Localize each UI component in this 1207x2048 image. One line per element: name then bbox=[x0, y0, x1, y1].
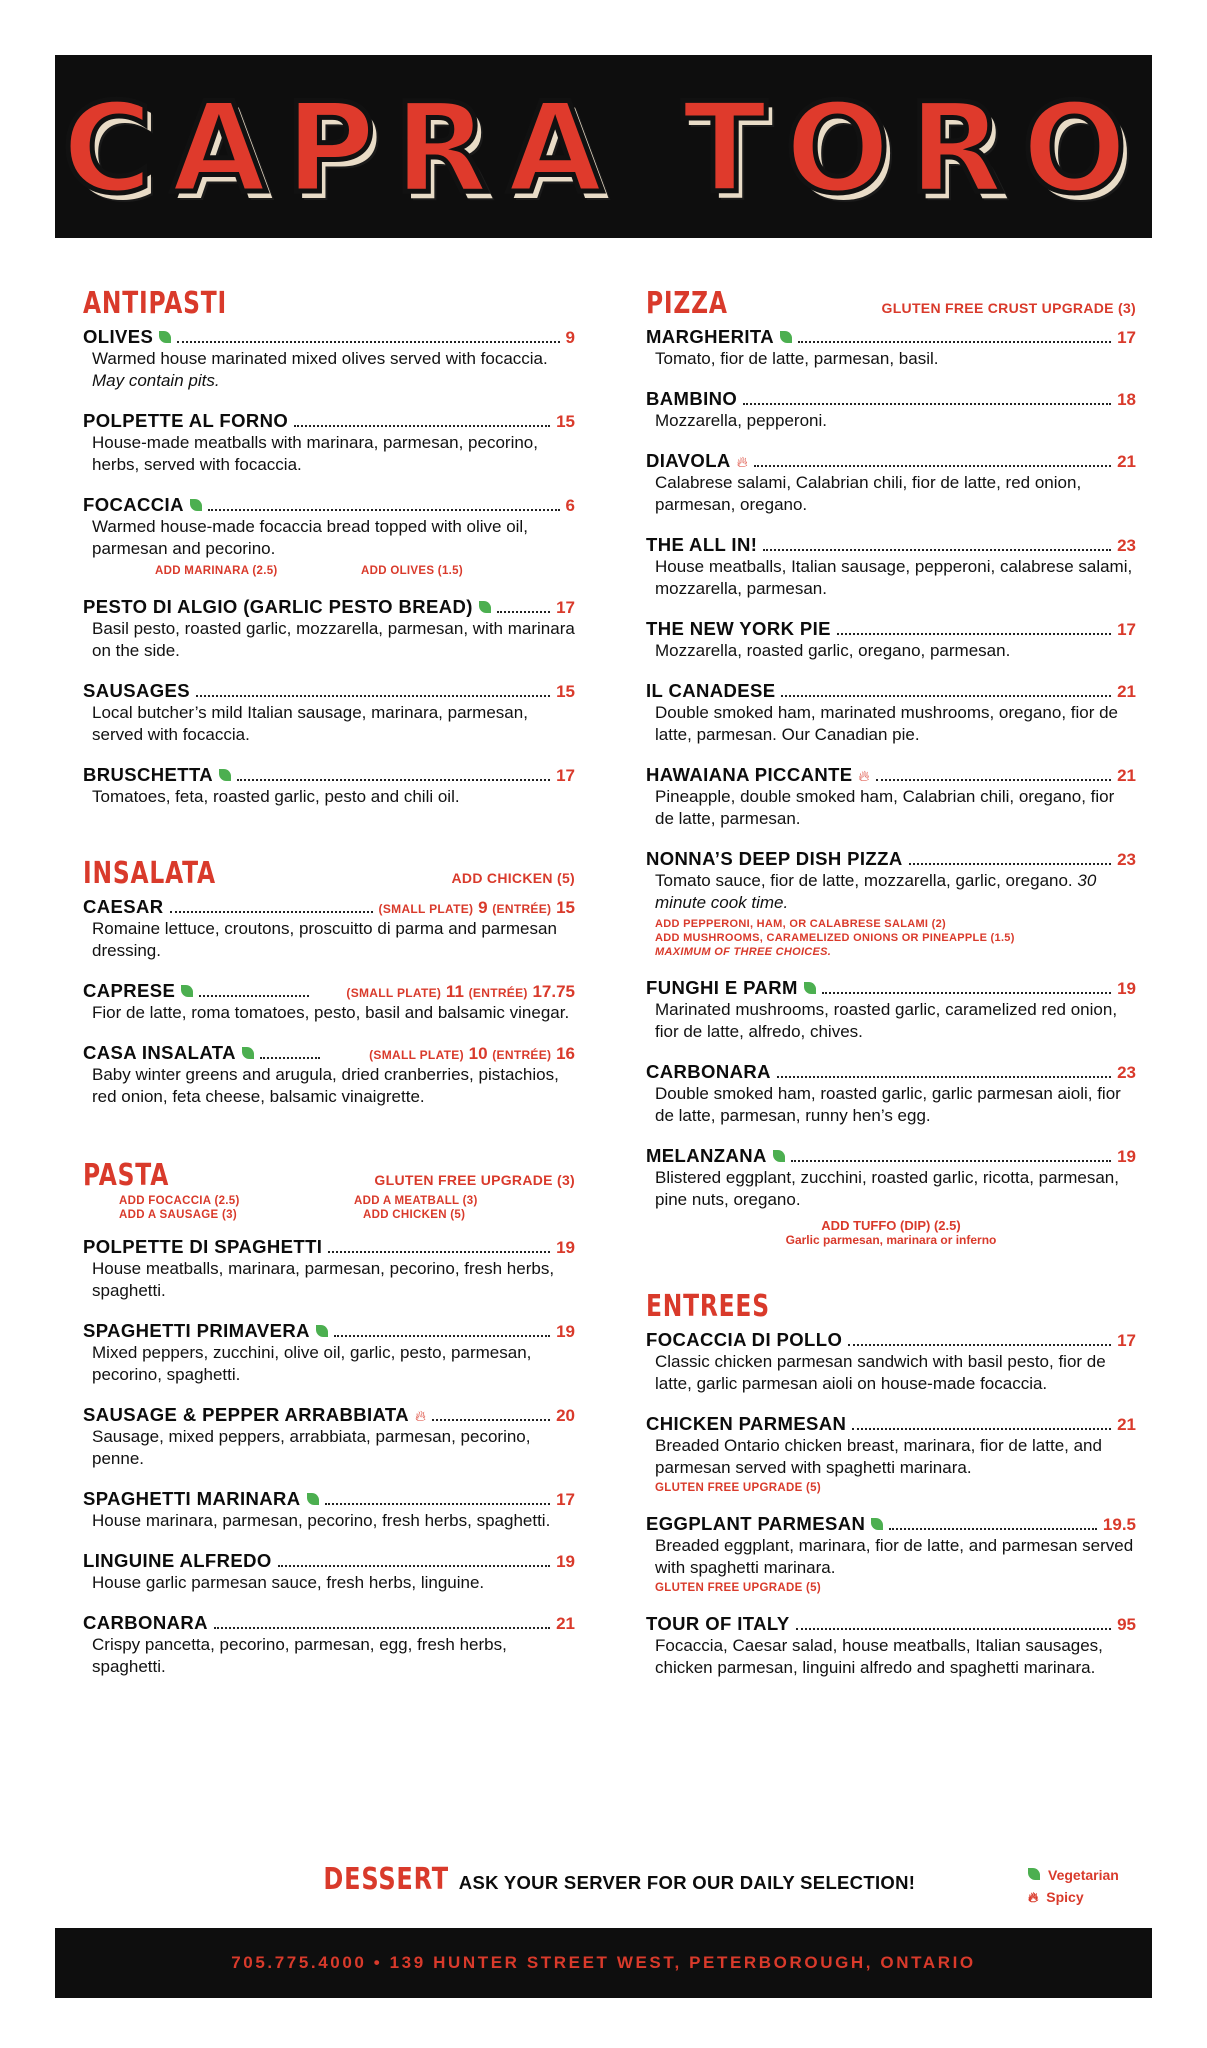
item-price: 6 bbox=[565, 496, 575, 515]
menu-item bbox=[646, 534, 1136, 600]
item-description: Double smoked ham, marinated mushrooms, oregano, fior de latte, parmesan. Our Canadian pie. bbox=[655, 703, 1119, 744]
leaf-icon bbox=[316, 1325, 328, 1337]
menu-item bbox=[646, 1061, 1136, 1127]
item-description: Sausage, mixed peppers, arrabbiata, parmesan, pecorino, penne. bbox=[92, 1427, 531, 1468]
menu-item bbox=[83, 1550, 575, 1594]
menu-item bbox=[83, 1488, 575, 1532]
leaf-icon bbox=[479, 601, 491, 613]
addon-label: ADD PEPPERONI, HAM, OR CALABRESE SALAMI (2) bbox=[655, 918, 946, 930]
footer-contact: 705.775.4000 • 139 HUNTER STREET WEST, PETERBOROUGH, ONTARIO bbox=[231, 1953, 976, 1972]
item-name: THE NEW YORK PIE bbox=[646, 618, 831, 639]
addon-label: ADD A SAUSAGE (3) bbox=[119, 1209, 237, 1221]
section-pasta bbox=[83, 1160, 575, 1678]
menu-item bbox=[83, 596, 575, 662]
item-description: Crispy pancetta, pecorino, parmesan, egg, fresh herbs, spaghetti. bbox=[92, 1635, 507, 1676]
item-description: Pineapple, double smoked ham, Calabrian chili, oregano, fior de latte, parmesan. bbox=[655, 787, 1115, 828]
leaf-icon bbox=[181, 985, 193, 997]
item-price: 19 bbox=[556, 1322, 575, 1341]
item-name: FOCACCIA DI POLLO bbox=[646, 1329, 843, 1350]
menu-item bbox=[646, 1413, 1136, 1495]
leaf-icon bbox=[219, 769, 231, 781]
item-name: SPAGHETTI MARINARA bbox=[83, 1488, 301, 1509]
item-description: Tomato, fior de latte, parmesan, basil. bbox=[655, 349, 939, 368]
item-name: SAUSAGE & PEPPER ARRABBIATA bbox=[83, 1404, 410, 1425]
item-name: SAUSAGES bbox=[83, 680, 191, 701]
item-addons: GLUTEN FREE UPGRADE (5) bbox=[655, 1482, 821, 1494]
item-price: 17 bbox=[1117, 328, 1136, 347]
dessert-title: DESSERT bbox=[323, 1862, 449, 1897]
leaf-icon bbox=[242, 1047, 254, 1059]
item-description: Focaccia, Caesar salad, house meatballs, Italian sausages, chicken parmesan, linguini alfredo and spaghetti marinara. bbox=[655, 1636, 1103, 1677]
item-name: PESTO DI ALGIO (GARLIC PESTO BREAD) bbox=[83, 596, 473, 617]
menu-item bbox=[646, 848, 1136, 959]
section-header bbox=[83, 288, 575, 320]
menu-item bbox=[646, 1329, 1136, 1395]
menu-item bbox=[646, 1513, 1136, 1595]
addon-label: ADD MARINARA (2.5) bbox=[155, 565, 278, 577]
menu-item bbox=[83, 1236, 575, 1302]
legend-vegetarian: Vegetarian bbox=[1028, 1864, 1119, 1886]
leaf-icon bbox=[307, 1493, 319, 1505]
section-title: INSALATA bbox=[83, 856, 216, 891]
menu-item bbox=[646, 1145, 1136, 1211]
menu-item bbox=[646, 680, 1136, 746]
section-header bbox=[646, 288, 1136, 320]
item-price: 19 bbox=[556, 1552, 575, 1571]
menu-item bbox=[83, 326, 575, 392]
menu-item bbox=[83, 410, 575, 476]
tuffo-title: ADD TUFFO (DIP) (2.5) bbox=[821, 1218, 961, 1233]
item-price: 21 bbox=[1117, 766, 1136, 785]
header-banner bbox=[55, 55, 1152, 238]
item-name: LINGUINE ALFREDO bbox=[83, 1550, 272, 1571]
leaf-icon bbox=[159, 331, 171, 343]
section-title: ENTREES bbox=[646, 1289, 770, 1324]
item-name: CHICKEN PARMESAN bbox=[646, 1413, 847, 1434]
item-description: Double smoked ham, roasted garlic, garlic parmesan aioli, fior de latte, parmesan, runny hen’s egg. bbox=[655, 1084, 1121, 1125]
right-column bbox=[646, 288, 1136, 1679]
menu-item bbox=[83, 1320, 575, 1386]
item-price: 95 bbox=[1117, 1615, 1136, 1634]
section-note: ADD CHICKEN (5) bbox=[451, 870, 575, 886]
item-price: 19 bbox=[1117, 979, 1136, 998]
item-name: MARGHERITA bbox=[646, 326, 775, 347]
dessert-text: ASK YOUR SERVER FOR OUR DAILY SELECTION! bbox=[458, 1872, 916, 1893]
item-price: 17 bbox=[1117, 1331, 1136, 1350]
item-description: Local butcher’s mild Italian sausage, marinara, parmesan, served with focaccia. bbox=[92, 703, 528, 744]
section-header bbox=[83, 1160, 575, 1192]
section-header bbox=[646, 1291, 1136, 1323]
menu-item bbox=[646, 326, 1136, 370]
item-name: HAWAIANA PICCANTE bbox=[646, 764, 853, 785]
item-description: Basil pesto, roasted garlic, mozzarella, parmesan, with marinara on the side. bbox=[92, 619, 575, 660]
item-name: OLIVES bbox=[83, 326, 154, 347]
item-description: Tomatoes, feta, roasted garlic, pesto and chili oil. bbox=[92, 787, 460, 806]
item-description: Mixed peppers, zucchini, olive oil, garlic, pesto, parmesan, pecorino, spaghetti. bbox=[92, 1343, 532, 1384]
tuffo-addon bbox=[646, 1219, 1136, 1247]
item-price: 23 bbox=[1117, 1063, 1136, 1082]
addon-label: ADD CHICKEN (5) bbox=[363, 1209, 466, 1221]
item-price-sizes: (SMALL PLATE) 10 (ENTRÉE) 16 bbox=[369, 1044, 575, 1063]
item-price: 17 bbox=[556, 766, 575, 785]
item-description: House marinara, parmesan, pecorino, fresh herbs, spaghetti. bbox=[92, 1511, 551, 1530]
leaf-icon bbox=[1028, 1868, 1040, 1880]
menu-item bbox=[646, 388, 1136, 432]
menu-item bbox=[646, 618, 1136, 662]
item-description: Breaded Ontario chicken breast, marinara, fior de latte, and parmesan served with spaghetti marinara. bbox=[655, 1436, 1102, 1477]
flame-icon: 🔥︎ bbox=[1028, 1889, 1039, 1905]
item-description: Warmed house marinated mixed olives served with focaccia. May contain pits. bbox=[92, 349, 548, 390]
item-name: EGGPLANT PARMESAN bbox=[646, 1513, 866, 1534]
menu-item bbox=[83, 1404, 575, 1470]
icon-legend bbox=[1028, 1864, 1119, 1908]
addon-label: MAXIMUM OF THREE CHOICES. bbox=[655, 946, 832, 958]
item-addons bbox=[155, 564, 575, 578]
item-price: 15 bbox=[556, 412, 575, 431]
dessert-line bbox=[0, 1862, 1207, 1897]
leaf-icon bbox=[190, 499, 202, 511]
item-description: Tomato sauce, fior de latte, mozzarella, garlic, oregano. 30 minute cook time. bbox=[655, 871, 1097, 912]
item-name: POLPETTE AL FORNO bbox=[83, 410, 289, 431]
item-price: 18 bbox=[1117, 390, 1136, 409]
item-name: CAESAR bbox=[83, 896, 164, 917]
section-note: GLUTEN FREE CRUST UPGRADE (3) bbox=[881, 300, 1136, 316]
item-description: Blistered eggplant, zucchini, roasted garlic, ricotta, parmesan, pine nuts, oregano. bbox=[655, 1168, 1119, 1209]
footer-bar bbox=[55, 1928, 1152, 1998]
item-price: 19 bbox=[1117, 1147, 1136, 1166]
section-header bbox=[83, 858, 575, 890]
section-insalata bbox=[83, 858, 575, 1108]
leaf-icon bbox=[773, 1150, 785, 1162]
item-name: CARBONARA bbox=[83, 1612, 208, 1633]
item-price: 17 bbox=[1117, 620, 1136, 639]
leaf-icon bbox=[871, 1518, 883, 1530]
menu-item bbox=[83, 680, 575, 746]
menu-item bbox=[83, 494, 575, 578]
item-name: POLPETTE DI SPAGHETTI bbox=[83, 1236, 323, 1257]
left-column bbox=[83, 288, 575, 1678]
item-name: THE ALL IN! bbox=[646, 534, 758, 555]
item-description: Baby winter greens and arugula, dried cranberries, pistachios, red onion, feta cheese, balsamic vinaigrette. bbox=[92, 1065, 559, 1106]
legend-spicy: 🔥︎ Spicy bbox=[1028, 1886, 1119, 1908]
item-name: BAMBINO bbox=[646, 388, 738, 409]
item-addons: GLUTEN FREE UPGRADE (5) bbox=[655, 1582, 821, 1594]
tuffo-subtitle: Garlic parmesan, marinara or inferno bbox=[785, 1233, 997, 1247]
flame-icon: 🔥︎ bbox=[736, 454, 748, 471]
item-description: House-made meatballs with marinara, parmesan, pecorino, herbs, served with focaccia. bbox=[92, 433, 538, 474]
flame-icon: 🔥︎ bbox=[415, 1408, 427, 1425]
item-description: Breaded eggplant, marinara, fior de latte, and parmesan served with spaghetti marinara. bbox=[655, 1536, 1134, 1577]
item-description: Romaine lettuce, croutons, proscuitto di parma and parmesan dressing. bbox=[92, 919, 557, 960]
menu-item bbox=[83, 896, 575, 962]
item-description: Marinated mushrooms, roasted garlic, caramelized red onion, fior de latte, alfredo, chives. bbox=[655, 1000, 1118, 1041]
section-addons bbox=[119, 1194, 575, 1222]
item-price: 23 bbox=[1117, 536, 1136, 555]
item-name: FUNGHI E PARM bbox=[646, 977, 798, 998]
addon-label: ADD A MEATBALL (3) bbox=[354, 1195, 478, 1207]
restaurant-logo-title: CAPRA TORO bbox=[61, 76, 1146, 221]
item-price: 21 bbox=[1117, 1415, 1136, 1434]
item-price: 20 bbox=[556, 1406, 575, 1425]
item-description: Calabrese salami, Calabrian chili, fior de latte, red onion, parmesan, oregano. bbox=[655, 473, 1082, 514]
menu-item bbox=[646, 1613, 1136, 1679]
item-price: 9 bbox=[565, 328, 575, 347]
addon-label: ADD OLIVES (1.5) bbox=[361, 565, 463, 577]
addon-label: ADD FOCACCIA (2.5) bbox=[119, 1195, 240, 1207]
item-name: DIAVOLA bbox=[646, 450, 731, 471]
item-price: 19 bbox=[556, 1238, 575, 1257]
item-description: House meatballs, Italian sausage, pepperoni, calabrese salami, mozzarella, parmesan. bbox=[655, 557, 1133, 598]
item-price: 21 bbox=[1117, 452, 1136, 471]
item-price: 17 bbox=[556, 1490, 575, 1509]
menu-item bbox=[83, 764, 575, 808]
flame-icon: 🔥︎ bbox=[858, 768, 870, 785]
section-entrees bbox=[646, 1291, 1136, 1679]
item-price-sizes: (SMALL PLATE) 9 (ENTRÉE) 15 bbox=[378, 898, 575, 917]
item-description: Fior de latte, roma tomatoes, pesto, basil and balsamic vinegar. bbox=[92, 1003, 570, 1022]
menu-item bbox=[646, 764, 1136, 830]
item-name: TOUR OF ITALY bbox=[646, 1613, 790, 1634]
item-name: BRUSCHETTA bbox=[83, 764, 214, 785]
item-price: 21 bbox=[556, 1614, 575, 1633]
item-description: Warmed house-made focaccia bread topped with olive oil, parmesan and pecorino. bbox=[92, 517, 528, 558]
item-name: CAPRESE bbox=[83, 980, 176, 1001]
menu-item bbox=[83, 1042, 575, 1108]
leaf-icon bbox=[804, 982, 816, 994]
item-name: FOCACCIA bbox=[83, 494, 184, 515]
item-description: Classic chicken parmesan sandwich with basil pesto, fior de latte, garlic parmesan aioli on house-made focaccia. bbox=[655, 1352, 1106, 1393]
menu-item bbox=[83, 1612, 575, 1678]
menu-item bbox=[83, 980, 575, 1024]
menu-item bbox=[646, 450, 1136, 516]
item-name: NONNA’S DEEP DISH PIZZA bbox=[646, 848, 903, 869]
leaf-icon bbox=[780, 331, 792, 343]
section-note: GLUTEN FREE UPGRADE (3) bbox=[374, 1172, 575, 1188]
section-antipasti bbox=[83, 288, 575, 808]
item-description: Mozzarella, pepperoni. bbox=[655, 411, 827, 430]
item-price: 23 bbox=[1117, 850, 1136, 869]
item-name: IL CANADESE bbox=[646, 680, 776, 701]
item-addons bbox=[655, 917, 1136, 959]
item-name: CASA INSALATA bbox=[83, 1042, 236, 1063]
item-name: SPAGHETTI PRIMAVERA bbox=[83, 1320, 310, 1341]
section-title: PASTA bbox=[83, 1158, 170, 1193]
section-pizza bbox=[646, 288, 1136, 1247]
section-title: PIZZA bbox=[646, 286, 728, 321]
addon-label: ADD MUSHROOMS, CARAMELIZED ONIONS OR PINEAPPLE (1.5) bbox=[655, 932, 1015, 944]
menu-item bbox=[646, 977, 1136, 1043]
item-name: CARBONARA bbox=[646, 1061, 771, 1082]
item-price: 21 bbox=[1117, 682, 1136, 701]
item-description: House meatballs, marinara, parmesan, pecorino, fresh herbs, spaghetti. bbox=[92, 1259, 555, 1300]
item-price: 15 bbox=[556, 682, 575, 701]
item-name: MELANZANA bbox=[646, 1145, 767, 1166]
item-price: 19.5 bbox=[1102, 1515, 1136, 1534]
item-description: House garlic parmesan sauce, fresh herbs, linguine. bbox=[92, 1573, 485, 1592]
item-description: Mozzarella, roasted garlic, oregano, parmesan. bbox=[655, 641, 1011, 660]
item-price: 17 bbox=[556, 598, 575, 617]
item-price-sizes: (SMALL PLATE) 11 (ENTRÉE) 17.75 bbox=[346, 982, 575, 1001]
section-title: ANTIPASTI bbox=[83, 286, 228, 321]
